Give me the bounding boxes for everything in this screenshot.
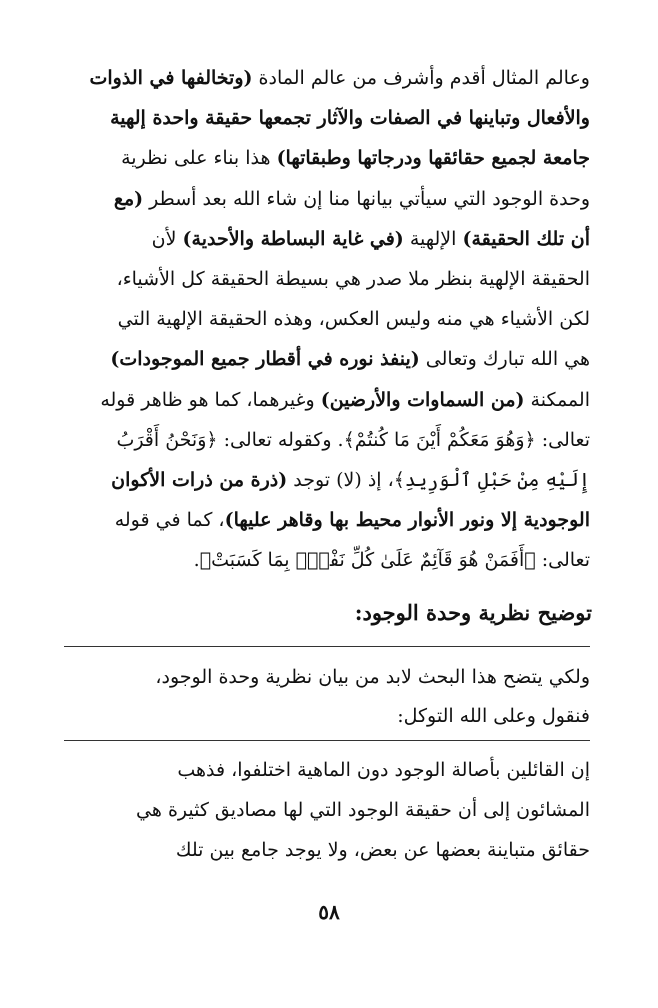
text-line: الحقيقة الإلهية بنظر ملا صدر هي بسيطة الحقيقة كل الأشياء، xyxy=(116,268,590,291)
divider-line xyxy=(64,646,590,647)
text-run: لأن xyxy=(151,227,183,250)
page-number: ٥٨ xyxy=(318,900,340,924)
text-run: الممكنة xyxy=(524,388,590,411)
text-line xyxy=(64,58,590,98)
bold-text-run: (مع xyxy=(113,187,144,210)
text-run: وغيرهما، كما هو ظاهر قوله xyxy=(100,388,321,411)
text-run: الإلهية xyxy=(403,227,463,250)
text-line: ولكي يتضح هذا البحث لابد من بيان نظرية وحدة الوجود، xyxy=(155,666,590,688)
paragraph-2 xyxy=(64,658,590,736)
text-line: حقائق متباينة بعضها عن بعض، ولا يوجد جامع بين تلك xyxy=(175,839,590,861)
text-line: إن القائلين بأصالة الوجود دون الماهية اختلفوا، فذهب xyxy=(177,759,590,781)
bold-text-run: جامعة لجميع حقائقها ودرجاتها وطبقاتها) xyxy=(276,147,590,170)
bold-text-run: (وتخالفها في الذوات xyxy=(89,67,253,89)
text-line: لكن الأشياء هي منه وليس العكس، وهذه الحقيقة الإلهية التي xyxy=(117,308,590,331)
text-line: فنقول وعلى الله التوكل: xyxy=(397,705,590,727)
text-line xyxy=(64,138,590,178)
text-run: وعالم المثال أقدم وأشرف من عالم المادة xyxy=(252,67,590,89)
text-line xyxy=(64,179,590,219)
text-line xyxy=(64,460,590,500)
text-run: هذا بناء على نظرية xyxy=(121,147,277,170)
paragraph-1 xyxy=(64,58,590,581)
bold-text-run: (ذرة من ذرات الأكوان xyxy=(111,469,288,492)
text-run: ، إذ (لا) توجد xyxy=(287,469,394,492)
section-heading: توضيح نظرية وحدة الوجود: xyxy=(354,600,592,625)
bold-text-run: (ينفذ نوره في أقطار جميع الموجودات) xyxy=(110,348,420,371)
quran-verse: ﴿أَفَمَنْ هُوَ قَآئِمٌ عَلَىٰ كُلِّ نَفْسٍۭ بِمَا كَسَبَتْ﴾ xyxy=(199,549,536,572)
bold-text-run: الوجودية إلا ونور الأنوار محيط بها وقاهر عليها) xyxy=(224,509,590,532)
text-run: . xyxy=(193,549,200,572)
text-run: وحدة الوجود التي سيأتي بيانها منا إن شاء الله بعد أسطر xyxy=(143,187,590,210)
text-line xyxy=(64,420,590,460)
quran-verse: ﴿وَهُوَ مَعَكُمْ أَيْنَ مَا كُنتُمْ﴾ xyxy=(343,428,536,451)
text-run: ، كما في قوله xyxy=(114,509,225,532)
text-line xyxy=(64,500,590,540)
text-line xyxy=(64,219,590,259)
divider-line xyxy=(64,740,590,741)
bold-text-run: (من السماوات والأرضين) xyxy=(320,388,525,411)
text-line xyxy=(64,339,590,379)
text-run: . وكقوله تعالى: xyxy=(217,428,344,451)
text-line xyxy=(64,540,590,580)
quran-verse: إِلَيْهِ مِنْ حَبْلِ ٱلْوَرِيدِ﴾ xyxy=(393,469,590,492)
text-line: المشائون إلى أن حقيقة الوجود التي لها مصاديق كثيرة هي xyxy=(136,799,590,821)
paragraph-3 xyxy=(64,750,590,870)
text-line xyxy=(64,380,590,420)
quran-verse: ﴿وَنَحْنُ أَقْرَبُ xyxy=(116,428,218,451)
text-line: والأفعال وتباينها في الصفات والآثار تجمعها حقيقة واحدة إلهية xyxy=(110,107,590,130)
text-run: تعالى: xyxy=(535,549,590,572)
text-run: هي الله تبارك وتعالى xyxy=(419,348,590,371)
bold-text-run: أن تلك الحقيقة) xyxy=(462,227,590,250)
bold-text-run: (في غاية البساطة والأحدية) xyxy=(182,227,404,250)
text-run: تعالى: xyxy=(535,428,590,451)
